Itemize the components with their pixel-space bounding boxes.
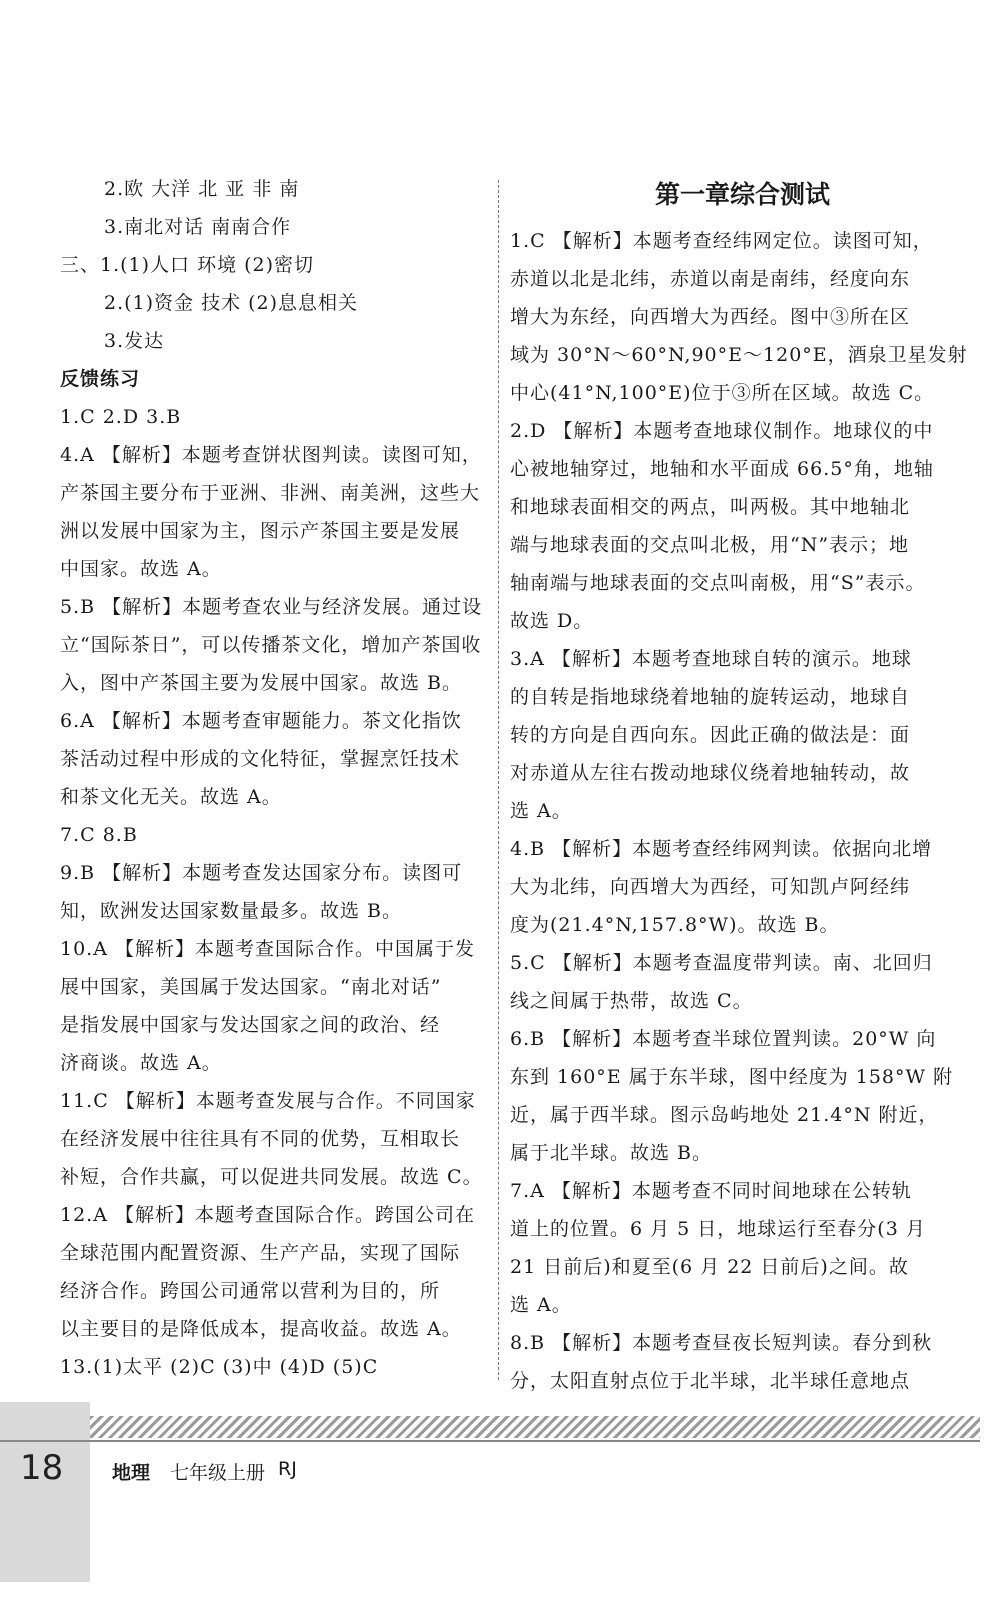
answer-line: 东到 160°E 属于东半球，图中经度为 158°W 附 (510, 1066, 954, 1088)
answer-line: 在经济发展中往往具有不同的优势，互相取长 (60, 1128, 461, 1150)
answer-line: 大为北纬，向西增大为西经，可知凯卢阿经纬 (510, 876, 911, 898)
footer-band (0, 1402, 90, 1582)
answer-line: 经济合作。跨国公司通常以营利为目的，所 (60, 1280, 441, 1302)
footer-edition: RJ (278, 1458, 297, 1480)
answer-line: 10.A 【解析】本题考查国际合作。中国属于发 (60, 938, 475, 960)
answer-line: 域为 30°N～60°N,90°E～120°E，酒泉卫星发射 (510, 344, 968, 366)
chapter-test-answers (510, 222, 975, 1400)
column-divider (498, 180, 499, 1380)
answer-line: 7.A 【解析】本题考查不同时间地球在公转轨 (510, 1180, 912, 1202)
answer-line: 的自转是指地球绕着地轴的旋转运动，地球自 (510, 686, 911, 708)
answer-line: 三、1.(1)人口 环境 (2)密切 (60, 254, 315, 276)
answer-line: 产茶国主要分布于亚洲、非洲、南美洲，这些大 (60, 482, 481, 504)
answer-line: 线之间属于热带，故选 C。 (510, 990, 753, 1012)
answer-line: 立“国际茶日”，可以传播茶文化，增加产茶国收 (60, 634, 482, 656)
answer-line: 中国家。故选 A。 (60, 558, 222, 580)
answer-line: 茶活动过程中形成的文化特征，掌握烹饪技术 (60, 748, 461, 770)
answer-line: 和地球表面相交的两点，叫两极。其中地轴北 (510, 496, 911, 518)
answer-line: 中心(41°N,100°E)位于③所在区域。故选 C。 (510, 382, 935, 404)
answer-line: 洲以发展中国家为主，图示产茶国主要是发展 (60, 520, 461, 542)
footer-subject: 地理 (112, 1462, 151, 1484)
left-column (60, 170, 492, 1386)
answer-line: 转的方向是自西向东。因此正确的做法是：面 (510, 724, 911, 746)
answer-line: 和茶文化无关。故选 A。 (60, 786, 282, 808)
answer-line: 3.南北对话 南南合作 (104, 216, 292, 238)
answer-line: 是指发展中国家与发达国家之间的政治、经 (60, 1014, 441, 1036)
answer-line: 5.C 【解析】本题考查温度带判读。南、北回归 (510, 952, 933, 974)
answer-line: 13.(1)太平 (2)C (3)中 (4)D (5)C (60, 1356, 379, 1378)
footer-hatch-decoration (90, 1416, 980, 1438)
answer-line: 1.C 2.D 3.B (60, 406, 182, 428)
answer-line: 心被地轴穿过，地轴和水平面成 66.5°角，地轴 (510, 458, 934, 480)
answer-line: 2.D 【解析】本题考查地球仪制作。地球仪的中 (510, 420, 934, 442)
answer-line: 3.发达 (104, 330, 165, 352)
answer-line: 济商谈。故选 A。 (60, 1052, 222, 1074)
answer-line: 知，欧洲发达国家数量最多。故选 B。 (60, 900, 403, 922)
feedback-answers (60, 398, 492, 1386)
answer-line: 3.A 【解析】本题考查地球自转的演示。地球 (510, 648, 912, 670)
answer-line: 2.(1)资金 技术 (2)息息相关 (104, 292, 359, 314)
answer-line: 选 A。 (510, 800, 572, 822)
answer-line: 端与地球表面的交点叫北极，用“N”表示；地 (510, 534, 910, 556)
answer-line: 7.C 8.B (60, 824, 138, 846)
answer-line: 9.B 【解析】本题考查发达国家分布。读图可 (60, 862, 463, 884)
answer-line: 近，属于西半球。图示岛屿地处 21.4°N 附近， (510, 1104, 939, 1126)
answer-line: 属于北半球。故选 B。 (510, 1142, 713, 1164)
answer-line: 展中国家，美国属于发达国家。“南北对话” (60, 976, 442, 998)
answer-line: 4.B 【解析】本题考查经纬网判读。依据向北增 (510, 838, 933, 860)
answer-line: 5.B 【解析】本题考查农业与经济发展。通过设 (60, 596, 483, 618)
answer-line: 分，太阳直射点位于北半球，北半球任意地点 (510, 1370, 911, 1392)
answer-line: 道上的位置。6 月 5 日，地球运行至春分(3 月 (510, 1218, 926, 1240)
page-number: 18 (20, 1448, 64, 1488)
answer-line: 补短，合作共赢，可以促进共同发展。故选 C。 (60, 1166, 483, 1188)
answer-line: 度为(21.4°N,157.8°W)。故选 B。 (510, 914, 840, 936)
section-three-answers (60, 170, 492, 360)
section-title: 反馈练习 (60, 368, 141, 390)
answer-line: 入，图中产茶国主要为发展中国家。故选 B。 (60, 672, 463, 694)
answer-line: 6.A 【解析】本题考查审题能力。茶文化指饮 (60, 710, 462, 732)
page-footer (0, 1402, 1000, 1582)
answer-line: 6.B 【解析】本题考查半球位置判读。20°W 向 (510, 1028, 937, 1050)
chapter-title: 第一章综合测试 (654, 180, 830, 209)
answer-line: 11.C 【解析】本题考查发展与合作。不同国家 (60, 1090, 476, 1112)
answer-line: 以主要目的是降低成本，提高收益。故选 A。 (60, 1318, 462, 1340)
footer-grade: 七年级上册 (170, 1462, 266, 1484)
footer-rule (0, 1440, 980, 1442)
answer-line: 对赤道从左往右拨动地球仪绕着地轴转动，故 (510, 762, 911, 784)
answer-line: 1.C 【解析】本题考查经纬网定位。读图可知， (510, 230, 933, 252)
answer-line: 增大为东经，向西增大为西经。图中③所在区 (510, 306, 911, 328)
answer-line: 8.B 【解析】本题考查昼夜长短判读。春分到秋 (510, 1332, 933, 1354)
answer-line: 4.A 【解析】本题考查饼状图判读。读图可知， (60, 444, 482, 466)
right-column (510, 170, 975, 1400)
answer-line: 故选 D。 (510, 610, 594, 632)
answer-line: 轴南端与地球表面的交点叫南极，用“S”表示。 (510, 572, 926, 594)
answer-line: 21 日前后)和夏至(6 月 22 日前后)之间。故 (510, 1256, 909, 1278)
answer-line: 选 A。 (510, 1294, 572, 1316)
answer-line: 2.欧 大洋 北 亚 非 南 (104, 178, 300, 200)
answer-line: 赤道以北是北纬，赤道以南是南纬，经度向东 (510, 268, 911, 290)
answer-line: 12.A 【解析】本题考查国际合作。跨国公司在 (60, 1204, 475, 1226)
answer-line: 全球范围内配置资源、生产产品，实现了国际 (60, 1242, 461, 1264)
